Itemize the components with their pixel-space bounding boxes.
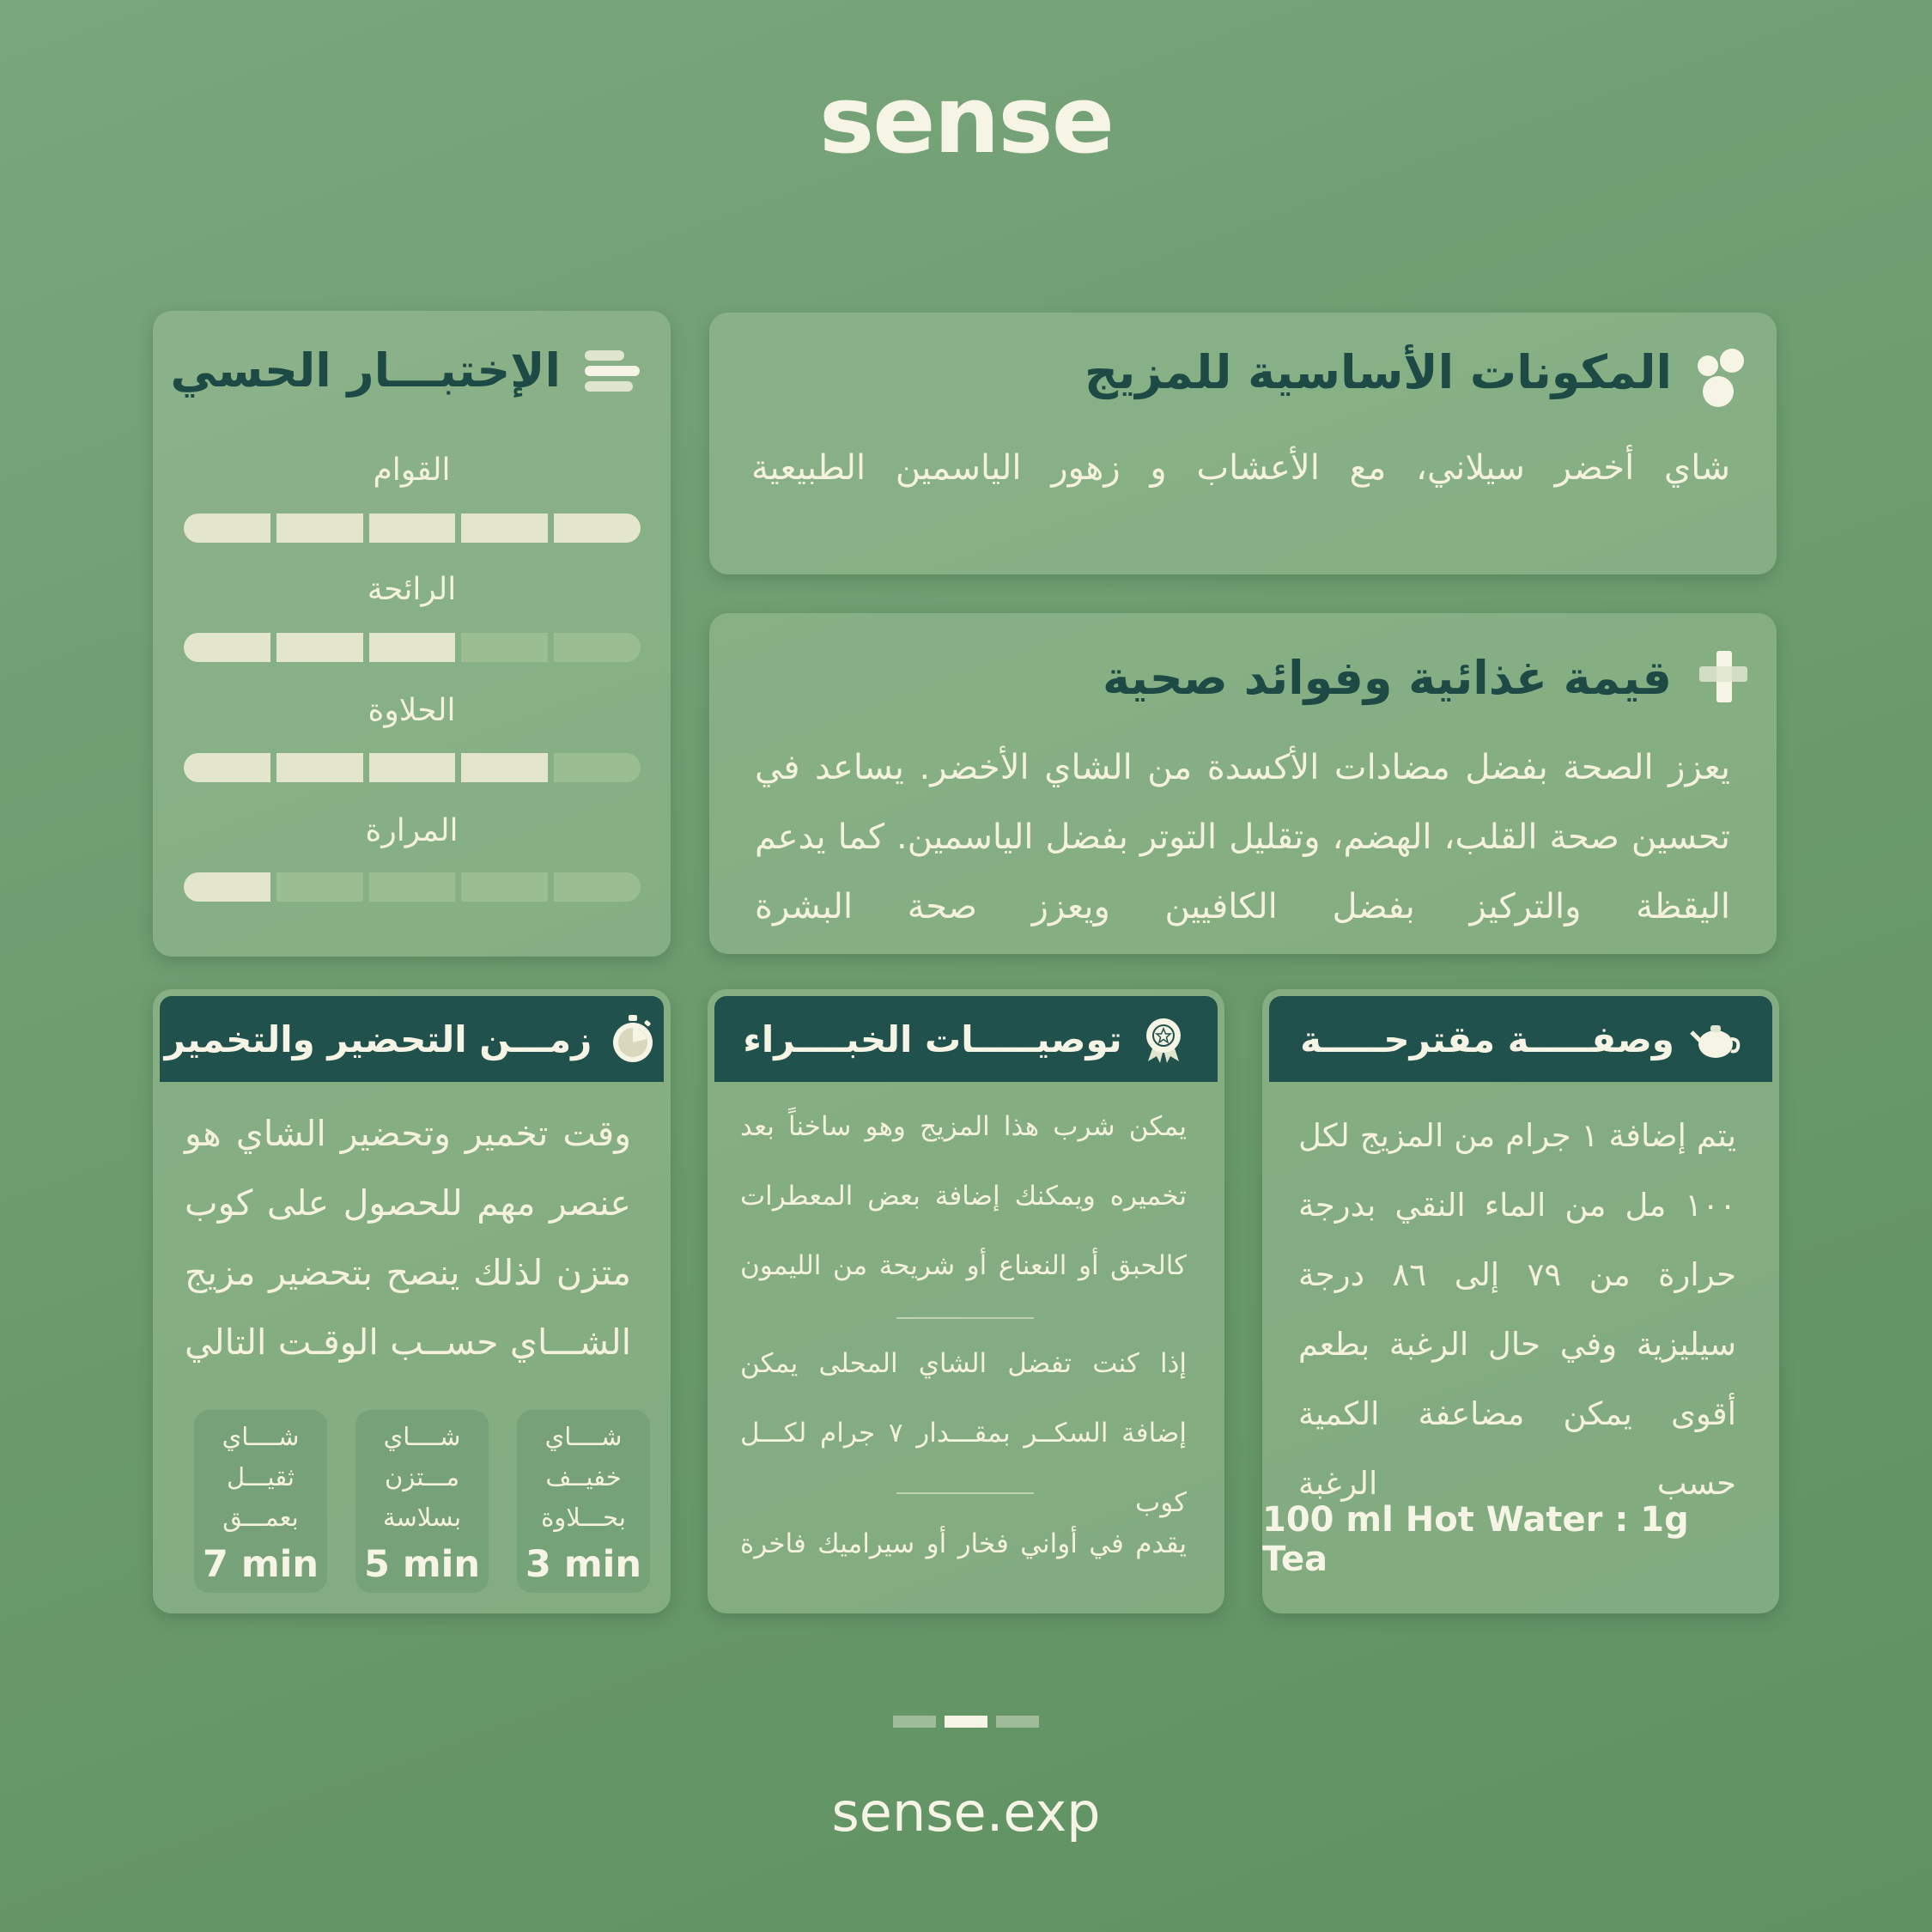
sensory-bar-aroma xyxy=(184,633,641,662)
brewing-text: وقت تخمير وتحضير الشاي هو عنصر مهم للحصول على كوب متزن لذلك ينصح بتحضير مزيج الشـــاي حســب الوقـت التالي xyxy=(185,1113,631,1363)
expert-title: توصيـــــات الخبــــراء xyxy=(743,1018,1122,1060)
level-segment xyxy=(554,753,641,782)
nutrition-card xyxy=(709,613,1777,954)
sensory-title: الإختبـــار الحسي xyxy=(170,343,561,398)
sensory-bar-sweetness xyxy=(184,753,641,782)
sensory-card xyxy=(153,311,671,957)
stopwatch-icon xyxy=(607,1013,659,1065)
brew-time-light xyxy=(517,1410,650,1593)
expert-header xyxy=(714,996,1218,1082)
brew-time-balanced xyxy=(355,1410,489,1593)
level-segment xyxy=(369,633,456,662)
level-segment xyxy=(276,872,363,902)
nutrition-title: قيمة غذائية وفوائد صحية xyxy=(1102,651,1672,705)
brew-time-desc: شــــاي خفيــف بحـــلاوة xyxy=(541,1422,626,1532)
level-segment xyxy=(184,753,270,782)
footer-handle: sense.exp xyxy=(831,1781,1101,1844)
level-segment xyxy=(276,753,363,782)
brew-time-value: 7 min xyxy=(202,1543,319,1586)
sensory-label-texture: القوام xyxy=(373,453,451,488)
divider xyxy=(896,1317,1034,1319)
teapot-icon xyxy=(1690,1013,1741,1065)
level-segment xyxy=(184,633,270,662)
level-segment xyxy=(276,633,363,662)
sensory-label-bitterness: المرارة xyxy=(365,813,459,848)
recipe-card xyxy=(1262,989,1779,1613)
recipe-title: وصفـــــة مقترحـــــة xyxy=(1300,1018,1674,1060)
level-segment xyxy=(276,513,363,543)
brew-time-value: 3 min xyxy=(525,1543,642,1586)
brew-time-desc: شــــاي ثقيـــل بعمـــق xyxy=(222,1422,300,1532)
award-badge-icon xyxy=(1138,1013,1189,1065)
level-segment xyxy=(461,513,548,543)
expert-tip-sugar: إذا كنت تفضل الشاي المحلى يمكن إضافة السكــر بمقـــدار ٧ جرام لكـــل كوب xyxy=(740,1348,1187,1518)
page-dot[interactable] xyxy=(996,1716,1039,1728)
level-segment xyxy=(369,872,456,902)
level-segment xyxy=(369,513,456,543)
level-segment xyxy=(184,872,270,902)
sensory-label-sweetness: الحلاوة xyxy=(368,693,456,728)
level-segment xyxy=(554,872,641,902)
recipe-header xyxy=(1269,996,1772,1082)
sensory-bar-bitterness xyxy=(184,872,641,902)
expert-tip-serving: يمكن شرب هذا المزيج وهو ساخناً بعد تخميره ويمكنك إضافة بعض المعطرات كالحبق أو النعناع أو شريحة من الليمون xyxy=(740,1111,1187,1281)
level-segment xyxy=(461,753,548,782)
brew-time-desc: شــــاي مـــتزن بسلاسة xyxy=(382,1422,462,1532)
menu-lines-icon xyxy=(580,349,641,397)
ingredients-card xyxy=(709,313,1777,574)
level-segment xyxy=(461,633,548,662)
expert-tip-vessel: يقدم في أواني فخار أو سيراميك فاخرة xyxy=(740,1528,1187,1559)
brew-time-value: 5 min xyxy=(363,1543,481,1586)
brewing-time-card xyxy=(153,989,671,1613)
nutrition-text: يعزز الصحة بفضل مضادات الأكسدة من الشاي الأخضر. يساعد في تحسين صحة القلب، الهضم، وتقليل التوتر بفضل الياسمين. كما يدعم اليقظة والتركيز بفضل الكافيين ويعزز صحة البشرة xyxy=(755,748,1730,927)
recipe-text: يتم إضافة ١ جرام من المزيج لكل ١٠٠ مل من الماء النقي بدرجة حرارة من ٧٩ إلى ٨٦ درجة سيليزية وفي حال الرغبة بطعم أقوى يمكن مضاعفة الكمية حسب الرغبة xyxy=(1298,1117,1737,1502)
brewing-title: زمـــن التحضير والتخمير xyxy=(164,1018,592,1060)
expert-tips-card xyxy=(708,989,1224,1613)
brand-logo: sense xyxy=(819,67,1113,174)
level-segment xyxy=(554,513,641,543)
pagination-indicator xyxy=(893,1716,1039,1728)
page-dot[interactable] xyxy=(945,1716,987,1728)
level-segment xyxy=(184,513,270,543)
sensory-label-aroma: الرائحة xyxy=(367,572,457,607)
page-dot[interactable] xyxy=(893,1716,936,1728)
ingredients-title: المكونات الأساسية للمزيج xyxy=(1084,345,1672,399)
level-segment xyxy=(369,753,456,782)
brewing-header xyxy=(160,996,664,1082)
divider xyxy=(896,1492,1034,1494)
recipe-ratio: 100 ml Hot Water : 1g Tea xyxy=(1262,1500,1689,1579)
level-segment xyxy=(554,633,641,662)
health-cross-icon xyxy=(1694,647,1749,708)
dots-icon xyxy=(1691,343,1751,412)
sensory-bar-texture xyxy=(184,513,641,543)
level-segment xyxy=(461,872,548,902)
ingredients-text: شاي أخضر سيلاني، مع الأعشاب و زهور الياسمين الطبيعية xyxy=(751,448,1730,488)
brew-time-strong xyxy=(194,1410,327,1593)
